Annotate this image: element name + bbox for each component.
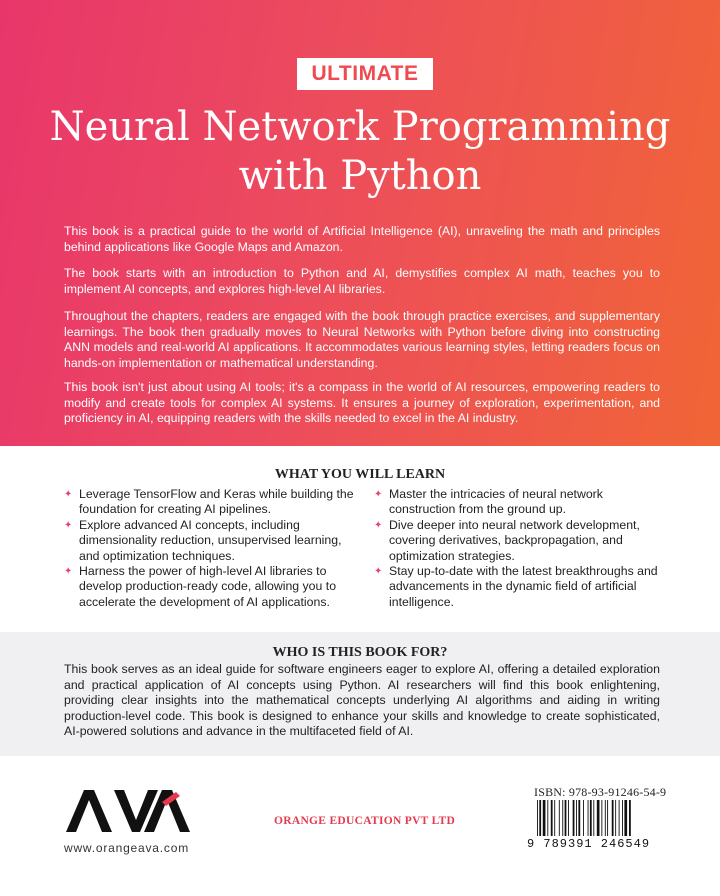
learn-item-text: Master the intricacies of neural network construction from the ground up.: [389, 487, 603, 517]
star-bullet-icon: ✦: [374, 519, 383, 531]
description-paragraph: The book starts with an introduction to Python and AI, demystifies complex AI math, teaches you to implement AI concepts, and explores high-level AI libraries.: [64, 266, 660, 296]
publisher-name: ORANGE EDUCATION PVT LTD: [274, 815, 456, 827]
learn-section-heading: WHAT YOU WILL LEARN: [274, 467, 446, 482]
description-paragraph: This book isn't just about using AI tools; it's a compass in the world of AI resources, empowering readers to modify and create tools for complex AI systems. It ensures a journey of exploration, experimentation, and proficiency in AI, equipping readers with the skills needed to excel in the AI industry.: [64, 380, 660, 426]
isbn-label: ISBN: 978-93-91246-54-9: [534, 785, 667, 799]
audience-section-heading: WHO IS THIS BOOK FOR?: [272, 645, 448, 660]
learn-list-item: [64, 564, 354, 610]
barcode-digits: 9 789391 246549: [527, 837, 651, 851]
star-bullet-icon: ✦: [64, 566, 73, 578]
star-bullet-icon: ✦: [64, 519, 73, 531]
learn-item-text: Harness the power of high-level AI libraries to develop production-ready code, allowing you to accelerate the development of AI applications.: [79, 564, 337, 609]
description-paragraph: Throughout the chapters, readers are engaged with the book through practice exercises, and supplementary learnings. The book then gradually moves to Neural Networks with Python before diving into constructing ANN models and real-world AI applications. It accommodates various learning styles, letting readers focus on hands-on implementation or mathematical understanding.: [64, 309, 660, 370]
learn-list-left: [64, 487, 354, 610]
learn-item-text: Leverage TensorFlow and Keras while building the foundation for creating AI pipelines.: [79, 487, 354, 517]
learn-item-text: Explore advanced AI concepts, including dimensionality reduction, unsupervised learning, and optimization techniques.: [79, 517, 342, 563]
learn-list-right: [374, 487, 664, 610]
audience-paragraph: This book serves as an ideal guide for software engineers eager to explore AI, offering a detailed exploration and practical application of AI concepts using Python. AI researchers will find this book enlightening, providing clear insights into the mathematical concepts underlying AI algorithms and aiding in writing production-level code. This book is designed to enhance your skills and knowledge to create sophisticated, AI-powered solutions and advance in the multifaceted field of AI.: [64, 662, 660, 739]
publisher-website: www.orangeava.com: [64, 841, 189, 855]
star-bullet-icon: ✦: [374, 489, 383, 500]
series-badge: ULTIMATE: [297, 58, 433, 90]
star-bullet-icon: ✦: [374, 566, 383, 578]
learn-list-item: [374, 564, 664, 610]
ava-logo: [64, 788, 194, 834]
learn-list-item: [64, 518, 354, 564]
learn-item-text: Stay up-to-date with the latest breakthroughs and advancements in the dynamic field of artificial intelligence.: [389, 564, 658, 609]
book-title-line-1: Neural Network Programming: [49, 104, 671, 150]
description-paragraph: This book is a practical guide to the world of Artificial Intelligence (AI), unraveling the math and principles behind applications like Google Maps and Amazon.: [64, 224, 660, 254]
book-title-line-2: with Python: [238, 153, 482, 199]
learn-list-item: [374, 518, 664, 564]
learn-list-item: [64, 487, 354, 518]
learn-item-text: Dive deeper into neural network development, covering derivatives, backpropagation, and optimization strategies.: [389, 517, 640, 563]
star-bullet-icon: ✦: [64, 489, 73, 500]
learn-list-item: [374, 487, 664, 518]
